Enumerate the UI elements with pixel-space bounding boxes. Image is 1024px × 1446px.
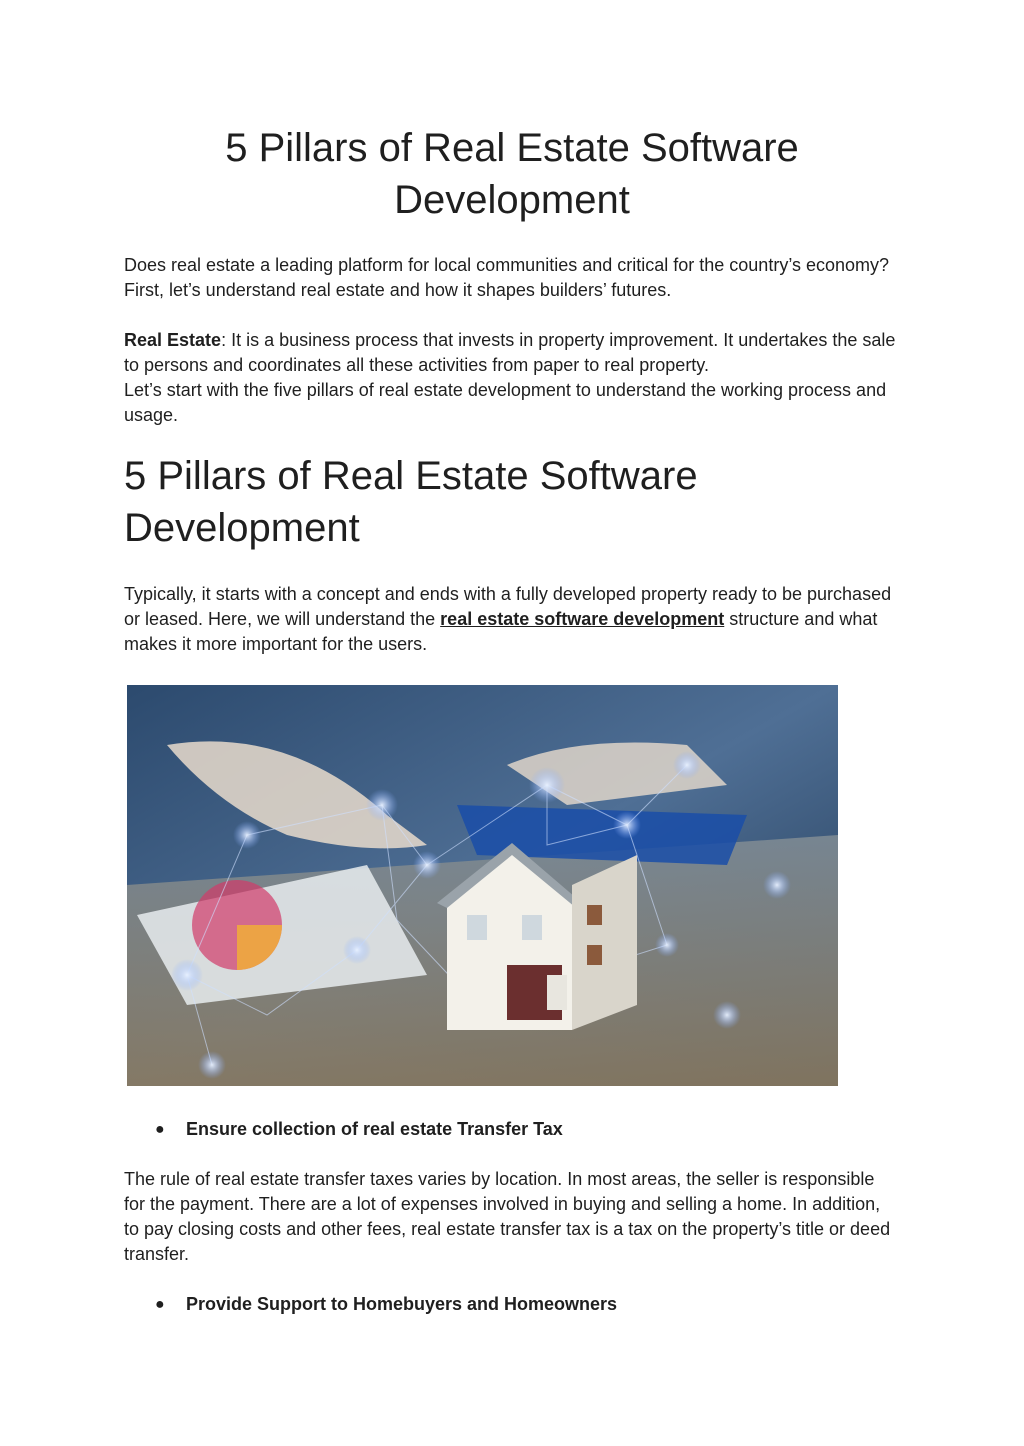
concept-text-before: Typically, it starts with a concept and ends with a fully developed property ready to be purchased or leased. Here, we will understand the <box>124 584 892 629</box>
lead-in-paragraph: Let’s start with the five pillars of real estate development to understand the working process and usage. <box>124 380 887 425</box>
concept-paragraph <box>124 582 900 657</box>
bullet-label: Provide Support to Homebuyers and Homeowners <box>186 1294 618 1314</box>
intro-paragraph: Does real estate a leading platform for local communities and critical for the country’s economy? First, let’s understand real estate and how it shapes builders’ futures. <box>124 255 890 300</box>
bullet-dot-icon: ● <box>155 1296 165 1313</box>
section-heading: 5 Pillars of Real Estate Software Development <box>124 454 698 550</box>
transfer-tax-paragraph: The rule of real estate transfer taxes varies by location. In most areas, the seller is responsible for the payment. There are a lot of expenses involved in buying and selling a home. In addition, to pay closing costs and other fees, real estate transfer tax is a tax on the property’s title or deed transfer. <box>124 1169 891 1264</box>
real-estate-definition <box>124 328 900 378</box>
real-estate-label: Real Estate <box>124 330 222 350</box>
house-network-photo <box>127 685 838 1086</box>
document-title: 5 Pillars of Real Estate Software Development <box>225 126 799 222</box>
concept-text-after: structure and what makes it more important for the users. <box>124 609 878 654</box>
real-estate-software-link[interactable]: real estate software development <box>440 609 725 629</box>
bullet-dot-icon: ● <box>155 1121 165 1138</box>
real-estate-text: : It is a business process that invests in property improvement. It undertakes the sale to persons and coordinates all these activities from paper to real property. <box>124 330 896 375</box>
bullet-label: Ensure collection of real estate Transfer Tax <box>186 1119 563 1139</box>
